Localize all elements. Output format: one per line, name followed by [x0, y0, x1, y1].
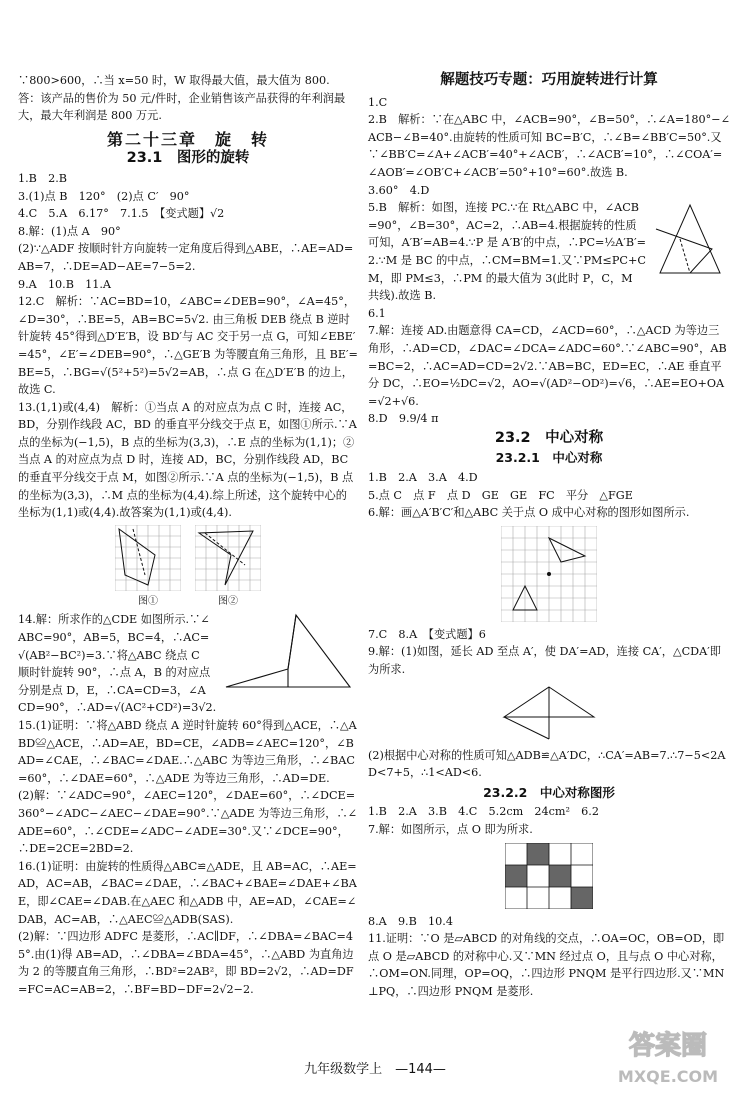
triangle-figure-14: [218, 611, 358, 691]
figure-caption: 图②: [218, 596, 238, 608]
right-column: [368, 72, 730, 1001]
answer-line: (2)解：∵四边形 ADFC 是菱形，∴AC∥DF，∴∠DBA=∠BAC=45°.由(1)得 AB=AD，∴∠DBA=∠BDA=45°，∴△ABD 为直角边为 2 的等腰直角三角形，∴BD²=2AB²，即 BD=2√2，∴AD=DF=FC=AC=AB=2，∴BF=BD−DF=2√2−2.: [18, 930, 354, 996]
subsection-title: 23.2.1 中心对称: [495, 450, 603, 466]
chapter-title: 第二十三章 旋 转: [106, 129, 269, 149]
section-title: 23.1 图形的旋转: [126, 150, 250, 167]
subsection-title: 23.2.2 中心对称图形: [483, 784, 615, 800]
answer-line: 8.D 9.9/4 π: [368, 412, 439, 426]
answer-line: 14.解：所求作的△CDE 如图所示.∵∠ABC=90°，AB=5，BC=4，∴AC=√(AB²−BC²)=3.∵将△ABC 绕点 C 顺时针旋转 90°，∴点 A，B 的对应点分别是点 D，E，∴CA=CD=3，∠ACD=90°，∴AD=√(AC²+CD²)=3√2.: [18, 613, 217, 715]
answer-line: 6.解：画△A′B′C′和△ABC 关于点 O 成中心对称的图形如图所示.: [368, 506, 690, 520]
answer-line: 7.解：连接 AD.由题意得 CA=CD，∠ACD=60°，∴△ACD 为等边三角形，∴AD=CD，∠DAC=∠DCA=∠ADC=60°.∵∠ABC=90°，AB=BC=2，∴AC=AD=CD=2√2.∵AB=BC，ED=EC，∴AE 垂直平分 DC，∴EO=½DC=√2，AO=√(AD²−OD²)=√6，∴AE=EO+OA=√2+√6.: [368, 324, 727, 408]
answer-line: 7.解：如图所示，点 O 即为所求.: [368, 823, 533, 836]
answer-line: 2.B 解析：∵在△ABC 中，∠ACB=90°，∠B=50°，∴∠A=180°−∠ACB−∠B=40°.由旋转的性质可知 BC=B′C，∴∠B=∠BB′C=50°.又∵∠BB′C=∠A+∠ACB′=40°+∠ACB′，∴∠ACB′=10°，∴∠COA′=∠AOB′=∠OB′C+∠ACB′=50°+10°=60°.故选 B.: [368, 113, 730, 179]
q14-block: [18, 611, 358, 717]
answer-line: 15.(1)证明：∵将△ABD 绕点 A 逆时针旋转 60°得到△ACE，∴△ABD≌△ACE，∴AD=AE，BD=CE，∠ADB=∠AEC=120°，∠BAD=∠CAE，∴∠BAC=∠DAE.∴△ABC 为等边三角形，∴∠BAC=60°，∴∠DAE=60°，∴△ADE 为等边三角形，∴AD=DE.: [18, 719, 357, 785]
intro-line-2: 答：该产品的售价为 50 元/件时，企业销售该产品获得的年利润最大，最大年利润是 800 万元.: [18, 91, 346, 123]
answer-line: 13.(1,1)或(4,4) 解析：①当点 A 的对应点为点 C 时，连接 AC，BD，分别作线段 AC，BD 的垂直平分线交于点 E，如图①所示.∵A 点的坐标为(−1,5)，B 点的坐标为(3,3)，∴E 点的坐标为(1,1)；②当点 A 的对应点为点 D 时，连接 AD，BC，分别作线段 AD，BC 的垂直平分线交于点 M，如图②所示.∵A 点的坐标为(−1,5)，B 点的坐标为(3,3)，∴M 点的坐标为(4,4).综上所述，这个旋转中心的坐标为(1,1)或(4,4).故答案为(1,1)或(4,4).: [18, 400, 357, 520]
topic-title: 解题技巧专题：巧用旋转进行计算: [440, 72, 658, 88]
answer-line: 8.A 9.B 10.4: [368, 914, 453, 928]
grid-figure-2: [195, 525, 261, 591]
answer-line: 6.1: [368, 306, 386, 320]
answer-line: 16.(1)证明：由旋转的性质得△ABC≌△ADE，且 AB=AC，∴AE=AD，AC=AB，∠BAC=∠DAE，∴∠BAC+∠BAE=∠DAE+∠BAE，即∠CAE=∠DAB.在△AEC 和△ADB 中，AE=AD，∠CAE=∠DAB，AC=AB，∴△AEC≌△ADB(SAS).: [18, 859, 357, 926]
answer-line: 8.解：(1)点 A 90°: [18, 224, 121, 238]
figure-caption: 图①: [138, 596, 158, 608]
shaded-grid-figure-7: [505, 843, 593, 909]
answer-line: 9.A 10.B 11.A: [18, 277, 112, 291]
answer-line: 1.B 2.A 3.A 4.D: [368, 471, 478, 485]
answer-line: 1.B 2.A 3.B 4.C 5.2cm 24cm² 6.2: [368, 805, 599, 819]
answer-line: 4.C 5.A 6.17° 7.1.5 【变式题】√2: [18, 207, 225, 221]
answer-line: 3.60° 4.D: [368, 183, 430, 197]
answer-line: 5.B 解析：如图，连接 PC.∵在 Rt△ABC 中，∠ACB=90°，∠B=30°，AC=2，∴AB=4.根据旋转的性质可知，A′B′=AB=4.∵P 是 A′B′的中点，∴PC=½A′B′=2.∵M 是 BC 的中点，∴CM=BM=1.又∵PM≤PC+CM，即 PM≤3，∴PM 的最大值为 3(此时 P，C，M 共线).故选 B.: [368, 201, 646, 303]
answer-line: (2)根据中心对称的性质可知△ADB≌△A′DC，∴CA′=AB=7.∴7−5<2AD<7+5，∴1<AD<6.: [368, 748, 726, 780]
answer-line: (2)∵△ADF 按顺时针方向旋转一定角度后得到△ABE，∴AE=AD=AB=7，∴DE=AD−AE=7−5=2.: [18, 242, 354, 273]
answer-line: 9.解：(1)如图，延长 AD 至点 A′，使 DA′=AD，连接 CA′，△CDA′即为所求.: [368, 645, 721, 677]
page-footer: 九年级数学上 —144—: [304, 1062, 446, 1077]
triangle-figure-9: [494, 683, 604, 743]
grid-figure-6: [501, 526, 597, 622]
rotation-figure-5: [650, 199, 730, 279]
answer-line: (2)解：∵∠ADC=90°，∠AEC=120°，∠DAE=60°，∴∠DCE=360°−∠ADC−∠AEC−∠DAE=90°.∵△ADE 为等边三角形，∴∠ADE=60°，∴∠CDE=∠ADC−∠ADE=30°.又∵∠DCE=90°，∴DE=2CE=2BD=2.: [18, 789, 358, 856]
answer-line: 12.C 解析：∵AC=BD=10，∠ABC=∠DEB=90°，∠A=45°，∠D=30°，∴BE=5，AB=BC=5√2. 由三角板 DEB 绕点 B 逆时针旋转 45°得到△D′E′B，设 BD′与 AC 交于另一点 G，可知∠EBE′=45°，∠E′=∠DEB=90°，∴△GE′B 为等腰直角三角形，且 BE′=BE=5，∴BG=√(5²+5²)=5√2=AB，∴点 G 在△D′E′B 的边上，故选 C.: [18, 295, 358, 397]
figure-13: [18, 525, 358, 609]
answer-line: 1.B 2.B: [18, 171, 67, 185]
answer-line: 1.C: [368, 95, 388, 109]
answer-line: 7.C 8.A 【变式题】6: [368, 627, 486, 641]
svg-text:答案圈: 答案圈: [628, 1031, 708, 1061]
answer-line: 3.(1)点 B 120° (2)点 C′ 90°: [18, 189, 190, 203]
grid-figure-1: [115, 525, 181, 591]
left-column: [18, 72, 358, 999]
watermark-logo: [598, 1024, 738, 1094]
answer-line: 11.证明：∵O 是▱ABCD 的对角线的交点，∴OA=OC，OB=OD，即点 O 是▱ABCD 的对称中心.又∵MN 经过点 O，且与点 O 中心对称，∴OM=ON.同理，OP=OQ，∴四边形 PNQM 是平行四边形.又∵MN⊥PQ，∴四边形 PNQM 是菱形.: [368, 932, 725, 998]
answer-line: 5.点 C 点 F 点 D GE GE FC 平分 △FGE: [368, 488, 633, 502]
watermark-text: MXQE.COM: [617, 1067, 719, 1086]
section-title: 23.2 中心对称: [494, 429, 604, 446]
intro-line-1: ∵800>600，∴当 x=50 时，W 取得最大值，最大值为 800.: [18, 74, 330, 87]
